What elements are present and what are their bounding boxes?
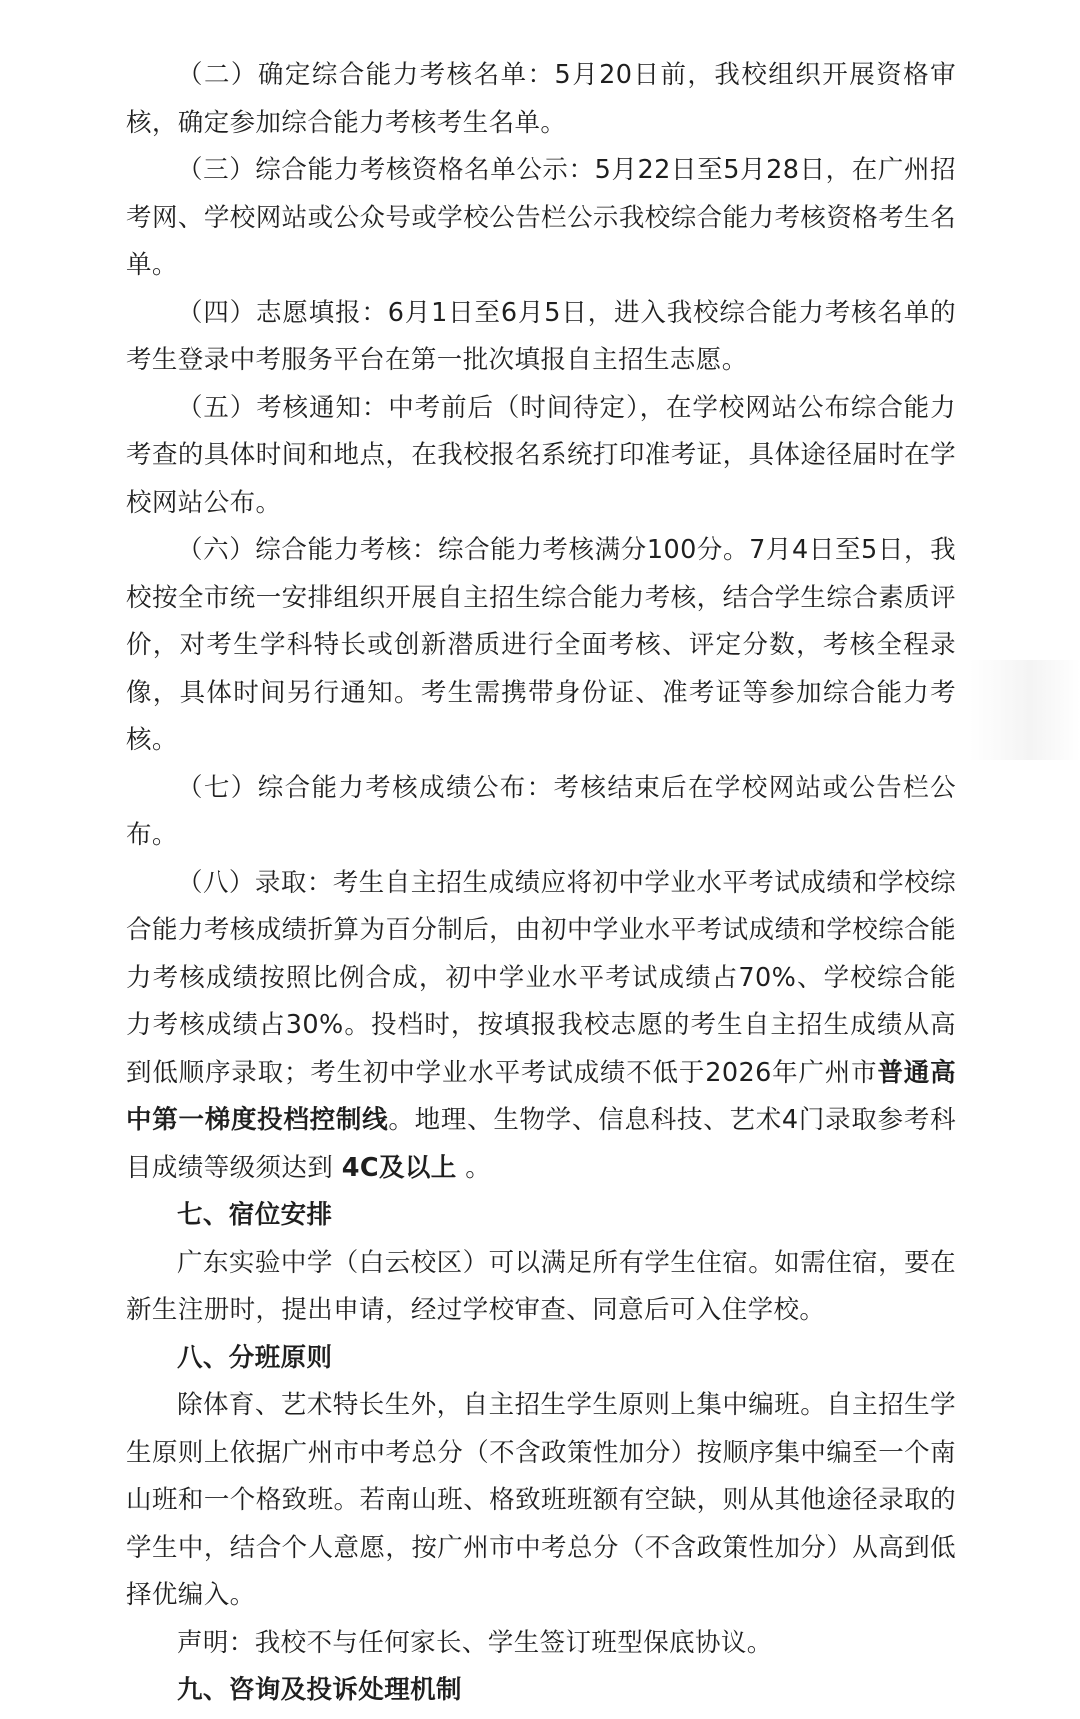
document-body [126,52,956,1715]
admission-text-part3: 。 [456,1152,492,1183]
admission-control-line: 普通高中第一梯度投档控制线 [126,1057,956,1135]
paragraph-exam-notice: （五）考核通知：中考前后（时间待定），在学校网站公布综合能力考查的具体时间和地点，在我校报名系统打印准考证，具体途径届时在学校网站公布。 [126,392,956,518]
photo-glare [970,660,1080,760]
section-accommodation-heading: 七、宿位安排 [177,1200,333,1230]
section-class-placement-text: 除体育、艺术特长生外，自主招生学生原则上集中编班。自主招生学生原则上依据广州市中考总分（不含政策性加分）按顺序集中编至一个南山班和一个格致班。若南山班、格致班班额有空缺，则从其他途径录取的学生中，结合个人意愿，按广州市中考总分（不含政策性加分）从高到低择优编入。 [126,1390,956,1610]
admission-text-part1: （八）录取：考生自主招生成绩应将初中学业水平考试成绩和学校综合能力考核成绩折算为百分制后，由初中学业水平考试成绩和学校综合能力考核成绩按照比例合成，初中学业水平考试成绩占70%、学校综合能力考核成绩占30%。投档时，按填报我校志愿的考生自主招生成绩从高到低顺序录取；考生初中学业水平考试成绩不低于2026年广州市 [126,867,956,1088]
paragraph-admission [126,860,956,1193]
section-class-placement-statement: 声明：我校不与任何家长、学生签订班型保底协议。 [177,1627,773,1658]
paragraph-result-publication: （七）综合能力考核成绩公布：考核结束后在学校网站或公告栏公布。 [126,772,956,850]
section-class-placement-heading: 八、分班原则 [177,1342,333,1373]
section-consultation-heading: 九、咨询及投诉处理机制 [177,1675,462,1705]
paragraph-list-publicity: （三）综合能力考核资格名单公示：5月22日至5月28日，在广州招考网、学校网站或公众号或学校公告栏公示我校综合能力考核资格考生名单。 [126,155,956,280]
admission-text-part2: 。地理、生物学、信息科技、艺术4门录取参考科目成绩等级须达到 [126,1105,956,1183]
paragraph-qualification-review: （二）确定综合能力考核名单：5月20日前，我校组织开展资格审核，确定参加综合能力考核考生名单。 [126,60,956,138]
section-accommodation-text: 广东实验中学（白云校区）可以满足所有学生住宿。如需住宿，要在新生注册时，提出申请，经过学校审查、同意后可入住学校。 [126,1247,956,1325]
paragraph-comprehensive-assessment: （六）综合能力考核：综合能力考核满分100分。7月4日至5日，我校按全市统一安排组织开展自主招生综合能力考核，结合学生综合素质评价，对考生学科特长或创新潜质进行全面考核、评定分数，考核全程录像，具体时间另行通知。考生需携带身份证、准考证等参加综合能力考核。 [126,535,956,755]
paragraph-application-filling: （四）志愿填报：6月1日至6月5日，进入我校综合能力考核名单的考生登录中考服务平台在第一批次填报自主招生志愿。 [126,297,956,375]
admission-grade-requirement: 4C及以上 [341,1152,457,1183]
